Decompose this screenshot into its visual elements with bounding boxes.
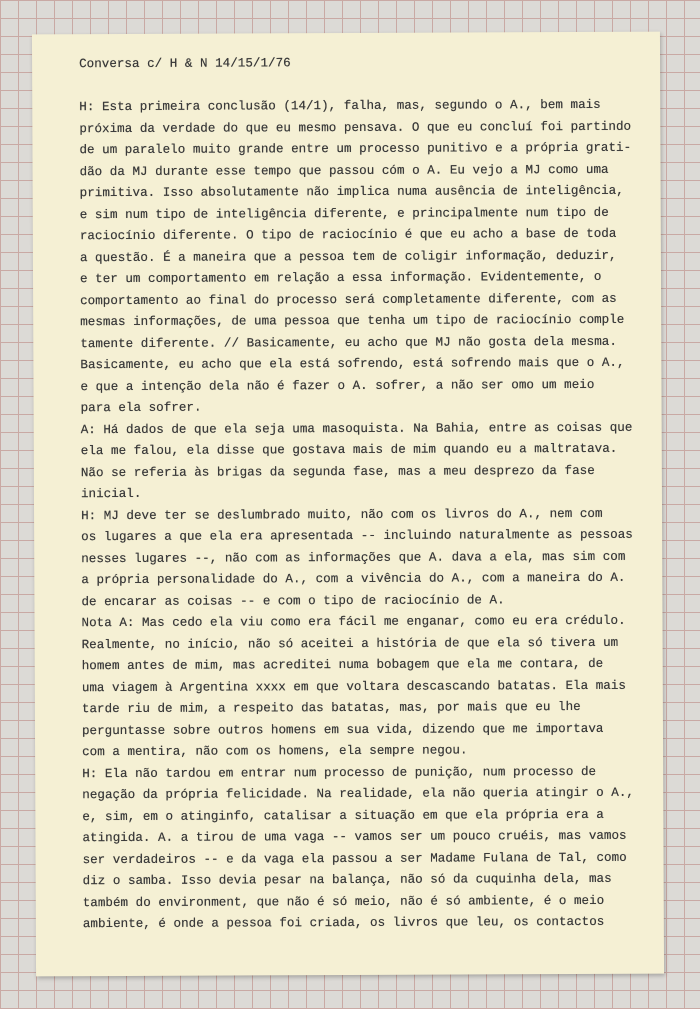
text-line: Realmente, no início, não só aceitei a história de que ela só tivera um bbox=[81, 635, 619, 652]
text-line: H: MJ deve ter se deslumbrado muito, não com os livros do A., nem com bbox=[81, 506, 603, 523]
text-line: primitiva. Isso absolutamente não implica numa ausência de inteligência, bbox=[79, 183, 624, 201]
text-line: e, sim, em o atinginfo, catalisar a situação em que ela própria era a bbox=[82, 807, 604, 824]
document-header: Conversa c/ H & N 14/15/1/76 bbox=[79, 56, 291, 72]
text-line: tarde riu de mim, a respeito das batatas, mas, por mais que eu lhe bbox=[81, 699, 581, 717]
text-line: e que a intenção dela não é fazer o A. sofrer, a não ser omo um meio bbox=[80, 377, 595, 394]
text-line: atingida. A. a tirou de uma vaga -- vamos ser um pouco cruéis, mas vamos bbox=[82, 828, 627, 846]
text-line: e ter um comportamento em relação a essa informação. Evidentemente, o bbox=[79, 269, 602, 287]
text-line: raciocínio diferente. O tipo de raciocínio é que eu acho a base de toda bbox=[79, 226, 617, 244]
text-line: ser verdadeiros -- e da vaga ela passou a ser Madame Fulana de Tal, como bbox=[82, 850, 627, 867]
text-line: mesmas informações, de uma pessoa que tenha um tipo de raciocínio comple bbox=[80, 312, 625, 330]
text-line: homem antes de mim, mas acreditei numa bobagem que ela me contara, de bbox=[81, 656, 604, 674]
text-line: tamente diferente. // Basicamente, eu acho que MJ não gosta dela mesma. bbox=[80, 334, 617, 351]
text-line: ela me falou, ela disse que gostava mais de mim quando eu a maltratava. bbox=[80, 441, 618, 459]
text-line: e sim num tipo de inteligência diferente, e principalmente num tipo de bbox=[79, 205, 609, 222]
text-line: também do environment, que não é só meio, não é só ambiente, é o meio bbox=[82, 893, 605, 910]
text-line: para ela sofrer. bbox=[80, 400, 202, 416]
text-line: a própria personalidade do A., com a vivência do A., com a maneira do A. bbox=[81, 570, 626, 588]
text-line: diz o samba. Isso devia pesar na balança, não só da cuquinha dela, mas bbox=[82, 871, 612, 889]
text-line: comportamento ao final do processo será completamente diferente, com as bbox=[80, 291, 617, 308]
text-line: perguntasse sobre outros homens em sua vida, dizendo que me importava bbox=[81, 721, 604, 738]
text-line: dão da MJ durante esse tempo que passou cóm o A. Eu vejo a MJ como uma bbox=[79, 162, 609, 179]
text-line: uma viagem à Argentina xxxx em que voltara descascando batatas. Ela mais bbox=[81, 678, 626, 695]
text-line: Não se referia às brigas da segunda fase, mas a meu desprezo da fase bbox=[80, 463, 595, 480]
text-line: Nota A: Mas cedo ela viu como era fácil me enganar, como eu era crédulo. bbox=[81, 613, 626, 631]
text-line: de um paralelo muito grande entre um processo punitivo e a própria grati- bbox=[79, 140, 632, 158]
text-line: H: Esta primeira conclusão (14/1), falha, mas, segundo o A., bem mais bbox=[79, 97, 601, 115]
text-line: inicial. bbox=[80, 486, 142, 502]
text-line: H: Ela não tardou em entrar num processo de punição, num processo de bbox=[82, 764, 597, 781]
text-line: ambiente, é onde a pessoa foi criada, os livros que leu, os contactos bbox=[82, 914, 605, 932]
typed-page bbox=[32, 32, 664, 977]
text-line: com a mentira, não com os homens, ela sempre negou. bbox=[82, 743, 468, 760]
text-line: A: Há dados de que ela seja uma masoquista. Na Bahia, entre as coisas que bbox=[80, 420, 633, 437]
text-line: os lugares a que ela era apresentada -- incluindo naturalmente as pessoas bbox=[81, 527, 633, 545]
text-line: de encarar as coisas -- e com o tipo de raciocínio de A. bbox=[81, 592, 505, 609]
document-body bbox=[79, 95, 646, 936]
text-line: negação da própria felicidade. Na realidade, ela não queria atingir o A., bbox=[82, 785, 634, 803]
text-line: nesses lugares --, não com as informações que A. dava a ela, mas sim com bbox=[81, 549, 626, 566]
text-line: a questão. É a maneira que a pessoa tem de coligir informação, deduzir, bbox=[79, 248, 617, 265]
text-line: Basicamente, eu acho que ela está sofrendo, está sofrendo mais que o A., bbox=[80, 355, 625, 373]
text-line: próxima da verdade do que eu mesmo pensava. O que eu concluí foi partindo bbox=[79, 119, 632, 136]
